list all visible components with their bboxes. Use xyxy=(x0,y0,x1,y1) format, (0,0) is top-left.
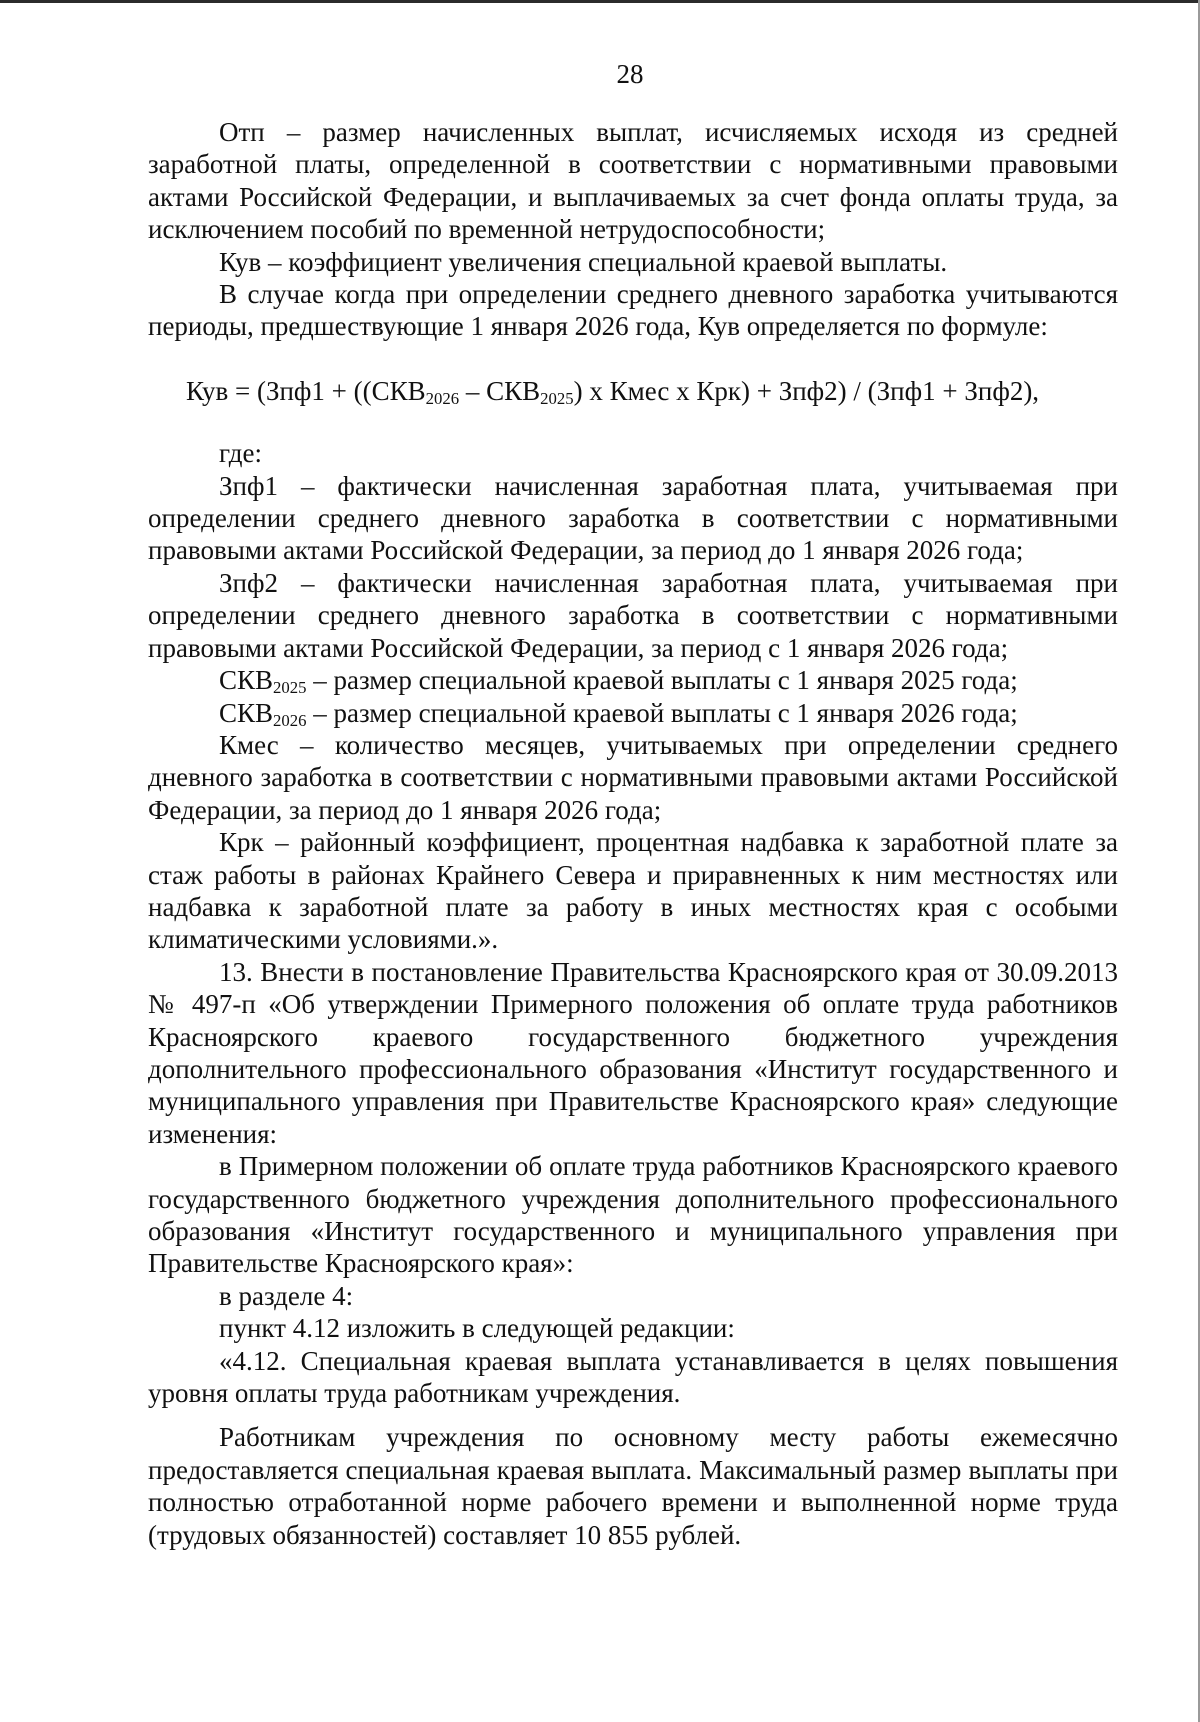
skv2026-symbol: СКВ xyxy=(219,697,274,728)
paragraph-section-4: в разделе 4: xyxy=(219,1280,354,1311)
skv2026-subscript: 2026 xyxy=(273,710,307,730)
paragraph-where: где: xyxy=(219,438,262,469)
paragraph-zpf1-definition: Зпф1 – фактически начисленная заработная плата, учитываемая при определении среднего дневного заработка в соответствии с нормативными правовыми актами Российской Федерации, за период до 1 января 2026 года; xyxy=(148,470,1118,566)
paragraph-model-regulation: в Примерном положении об оплате труда работников Красноярского краевого государственного бюджетного учреждения дополнительного профессионального образования «Институт государственного и муниципального управления при Правительстве Красноярского края»: xyxy=(148,1151,1118,1279)
paragraph-zpf2-definition: Зпф2 – фактически начисленная заработная плата, учитываемая при определении среднего дневного заработка в соответствии с нормативными правовыми актами Российской Федерации, за период с 1 января 2026 года; xyxy=(148,567,1118,663)
paragraph-item-4-12: «4.12. Специальная краевая выплата устанавливается в целях повышения уровня оплаты труда работникам учреждения. xyxy=(148,1345,1118,1409)
paragraph-kmes-definition: Кмес – количество месяцев, учитываемых при определении среднего дневного заработка в соответствии с нормативными правовыми актами Российской Федерации, за период до 1 января 2026 года; xyxy=(148,729,1118,825)
paragraph-skv2026-definition xyxy=(148,697,1118,729)
paragraph-otp-definition: Отп – размер начисленных выплат, исчисляемых исходя из средней заработной платы, определенной в соответствии с нормативными правовыми актами Российской Федерации, и выплачиваемых за счет фонда оплаты труда, за исключением пособий по временной нетрудоспособности; xyxy=(148,117,1118,245)
paragraph-item-13: 13. Внести в постановление Правительства Красноярского края от 30.09.2013 № 497-п «Об утверждении Примерного положения об оплате труда работников Красноярского краевого государственного бюджетного учреждения дополнительного профессионального образования «Институт государственного и муниципального управления при Правительстве Красноярского края» следующие изменения: xyxy=(148,956,1118,1149)
skv2025-symbol: СКВ xyxy=(219,665,274,696)
skv2025-subscript: 2025 xyxy=(273,678,307,698)
paragraph-formula-intro: В случае когда при определении среднего дневного заработка учитываются периоды, предшествующие 1 января 2026 года, Кув определяется по формуле: xyxy=(148,279,1118,342)
paragraph-skv2025-definition xyxy=(148,664,1118,696)
skv2026-text: – размер специальной краевой выплаты с 1 января 2026 года; xyxy=(306,697,1018,728)
formula-part-1: Кув = (Зпф1 + ((СКВ xyxy=(186,375,426,406)
scan-top-border xyxy=(0,0,1200,3)
paragraph-max-payment: Работникам учреждения по основному месту работы ежемесячно предоставляется специальная краевая выплата. Максимальный размер выплаты при полностью отработанной норме рабочего времени и выполненной норме труда (трудовых обязанностей) составляет 10 855 рублей. xyxy=(148,1422,1118,1550)
page-number: 28 xyxy=(616,59,644,89)
document-body xyxy=(148,116,1118,1551)
paragraph-krk-definition: Крк – районный коэффициент, процентная надбавка к заработной плате за стаж работы в районах Крайнего Севера и приравненных к ним местностях или надбавка к заработной плате за работу в иных местностях края с особыми климатическими условиями.». xyxy=(148,827,1118,955)
skv2025-text: – размер специальной краевой выплаты с 1 января 2025 года; xyxy=(306,665,1018,696)
formula-subscript-2026: 2026 xyxy=(425,389,460,409)
formula-subscript-2025: 2025 xyxy=(540,389,574,409)
formula xyxy=(148,375,1118,407)
formula-part-2: – СКВ xyxy=(459,375,541,406)
formula-part-3: ) х Кмес х Крк) + Зпф2) / (Зпф1 + Зпф2), xyxy=(573,375,1040,406)
paragraph-item-4-12-intro: пункт 4.12 изложить в следующей редакции: xyxy=(219,1313,735,1344)
paragraph-kuv-definition: Кув – коэффициент увеличения специальной краевой выплаты. xyxy=(219,246,948,277)
